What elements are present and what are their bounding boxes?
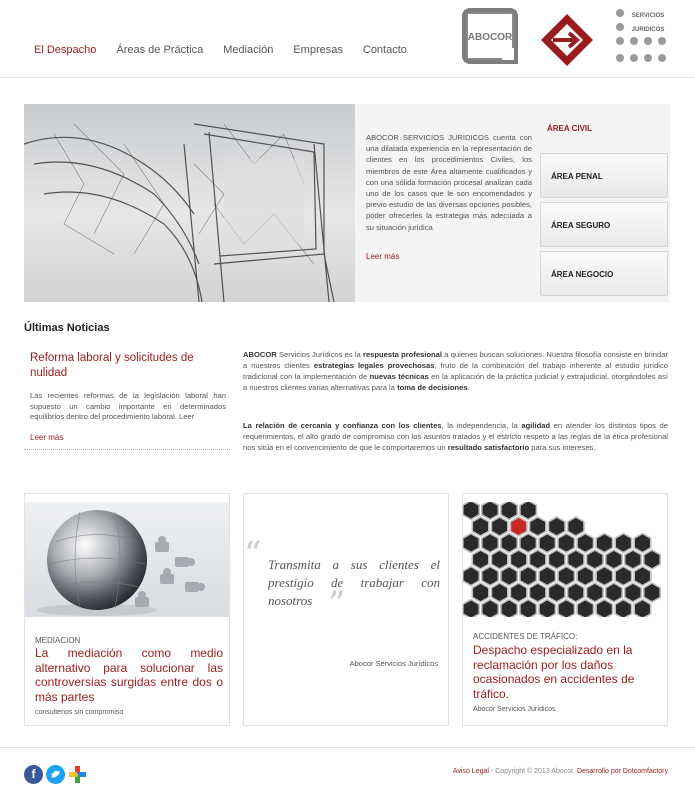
hexagon-shape bbox=[625, 583, 642, 602]
hexagon-shape bbox=[568, 550, 584, 569]
puzzle-globe-image bbox=[25, 502, 229, 617]
hexagon-shape bbox=[596, 534, 613, 553]
hexagon-shape bbox=[510, 517, 527, 536]
about-p2-seg: resultado satisfactorio bbox=[447, 443, 530, 452]
hexagon-shape bbox=[491, 583, 507, 602]
about-p2-seg: , la independencia, la bbox=[441, 421, 522, 430]
hexagon-shape bbox=[501, 502, 517, 520]
hexagon-shape bbox=[463, 502, 479, 520]
mediacion-kicker: MEDIACION bbox=[35, 636, 81, 645]
hexagon-shape bbox=[577, 600, 593, 618]
about-p1-seg: nuevas técnicas bbox=[369, 372, 429, 381]
hexagon-shape bbox=[549, 550, 566, 569]
hexagon-shape bbox=[530, 517, 546, 536]
hexagon-shape bbox=[644, 583, 660, 602]
about-p2-seg: en atender los distintos tipos de requerimientos, el alto grado de compromiso con los asuntos tratados y el estricto respeto a las reglas de la ética profesional nos sitúa en el convencimiento de que le comportaremos un bbox=[243, 421, 668, 452]
mediacion-card[interactable] bbox=[24, 493, 230, 726]
hexagon-shape bbox=[577, 534, 593, 553]
hexagon-shape bbox=[482, 502, 499, 520]
about-p1-seg: . bbox=[467, 383, 470, 392]
news-read-more-link[interactable]: Leer más bbox=[30, 433, 64, 442]
site-header bbox=[0, 0, 695, 78]
twitter-icon[interactable] bbox=[46, 765, 65, 784]
area-civil-tab[interactable]: ÁREA CIVIL bbox=[547, 124, 593, 133]
about-paragraph-2 bbox=[243, 420, 668, 453]
hexagon-shape bbox=[634, 567, 651, 586]
abocor-logo[interactable] bbox=[462, 8, 518, 64]
hexagon-shape bbox=[482, 567, 499, 586]
hexagon-shape bbox=[606, 583, 622, 602]
news-section-title: Últimas Noticias bbox=[24, 322, 110, 334]
nav-empresas[interactable]: Empresas bbox=[293, 44, 343, 56]
hexagon-shape bbox=[530, 550, 546, 569]
hexagon-shape bbox=[463, 600, 479, 618]
about-p1-seg: Servicios Jurídicos es la bbox=[276, 350, 363, 359]
main-nav bbox=[34, 44, 427, 56]
hexagon-shape bbox=[539, 600, 555, 618]
hexagon-shape bbox=[644, 550, 660, 569]
about-p1-seg: estrategias legales provechosas bbox=[313, 361, 435, 370]
about-p2-seg: para sus intereses. bbox=[529, 443, 596, 452]
share-plus-icon[interactable] bbox=[68, 765, 87, 784]
hexagon-shape bbox=[558, 534, 575, 553]
trafico-title[interactable]: Despacho especializado en la reclamación por los daños ocasionados en accidentes de tráfico. bbox=[473, 643, 635, 701]
about-p1-seg: en la aplicación de la práctica judicial y extrajudicial, otorgándoles así a nuestros clientes varias alternativas para la bbox=[243, 372, 668, 392]
about-p1-seg: toma de decisiones bbox=[397, 383, 468, 392]
hexagon-shape bbox=[463, 567, 479, 586]
nav-contacto[interactable]: Contacto bbox=[362, 44, 407, 56]
hexagon-shape bbox=[568, 517, 584, 536]
about-p1-seg: , fruto de la combinación del trabajo inherente al estudio jurídico tradicional con la implementación de bbox=[243, 361, 669, 381]
nav-mediacion[interactable]: Mediación bbox=[223, 44, 274, 56]
hexagon-shape bbox=[634, 534, 651, 553]
servicios-juridicos-logo bbox=[615, 8, 671, 66]
hexagon-shape bbox=[520, 600, 537, 618]
abocor-logo-text: ABOCOR bbox=[467, 32, 513, 43]
arrow-logo-icon bbox=[539, 12, 595, 68]
trafico-kicker: ACCIDENTES DE TRÁFICO: bbox=[473, 632, 578, 641]
about-paragraph-1 bbox=[243, 349, 668, 393]
mediacion-note: consultenos sin compromiso bbox=[35, 709, 124, 716]
news-divider bbox=[24, 449, 230, 450]
hexagon-shape bbox=[549, 517, 566, 536]
area-negocio-button[interactable]: ÁREA NEGOCIO bbox=[540, 251, 668, 296]
hexagon-shape bbox=[482, 600, 499, 618]
hexagon-shape bbox=[539, 567, 555, 586]
hexagon-shape bbox=[615, 600, 631, 618]
hexagon-shape bbox=[520, 567, 537, 586]
hexagon-shape bbox=[625, 550, 642, 569]
hexagon-shape bbox=[510, 583, 527, 602]
area-seguro-button[interactable]: ÁREA SEGURO bbox=[540, 202, 668, 247]
quote-close-icon: ” bbox=[328, 584, 346, 624]
about-p2-seg: La relación de cercanía y confianza con los clientes bbox=[243, 421, 442, 430]
hexagon-shape bbox=[472, 517, 489, 536]
hero-sculpture-image bbox=[24, 104, 355, 302]
quote-text: Transmita a sus clientes el prestigio de trabajar con nosotros bbox=[268, 557, 440, 608]
footer-text bbox=[453, 768, 668, 775]
quote-author: Abocor Servicios Jurídicos bbox=[349, 659, 438, 668]
hexagon-shape bbox=[510, 550, 527, 569]
about-p1-seg: respuesta profesional bbox=[362, 350, 443, 359]
hexagon-shape bbox=[539, 534, 555, 553]
hexagon-shape bbox=[596, 600, 613, 618]
hexagon-shape bbox=[520, 502, 537, 520]
news-body: Las recientes reformas de la legislación laboral han supuesto un cambio importante en determinados equilibrios dentro del procedimiento laboral. Leer bbox=[30, 391, 226, 422]
hexagon-shape bbox=[606, 550, 622, 569]
quote-card bbox=[243, 493, 449, 726]
hexagon-shape bbox=[587, 550, 604, 569]
developer-link[interactable]: Desarrollo por Dotcomfactory bbox=[576, 768, 668, 775]
nav-areas-de-practica[interactable]: Áreas de Práctica bbox=[116, 44, 204, 56]
hexagon-shape bbox=[587, 583, 604, 602]
trafico-card[interactable] bbox=[462, 493, 668, 726]
hexagon-shape bbox=[558, 567, 575, 586]
hexagon-shape bbox=[491, 550, 507, 569]
hexagon-shape bbox=[482, 534, 499, 553]
hexagon-shape bbox=[530, 583, 546, 602]
mediacion-title[interactable]: La mediación como medio alternativo para solucionar las controversias surgidas entre dos o más partes bbox=[35, 646, 223, 704]
hexagon-pattern-image bbox=[463, 502, 667, 617]
hexagon-shape bbox=[472, 550, 489, 569]
hero-read-more-link[interactable]: Leer más bbox=[366, 252, 400, 261]
hexagon-shape bbox=[501, 534, 517, 553]
nav-el-despacho[interactable]: El Despacho bbox=[34, 44, 97, 56]
hexagon-shape bbox=[472, 583, 489, 602]
hexagon-shape bbox=[615, 534, 631, 553]
trafico-note: Abocor Servicios Jurídicos bbox=[473, 706, 556, 713]
hexagon-shape bbox=[549, 583, 566, 602]
hexagon-shape bbox=[491, 517, 507, 536]
about-p1-seg: a quienes buscan soluciones. Nuestra filosofía consiste en brindar a nuestros clientes bbox=[243, 350, 669, 370]
hexagon-shape bbox=[463, 534, 479, 553]
hero-description: ABOCOR SERVICIOS JURIDICOS cuenta con una dilatada experiencia en la representación de clientes en los procedimientos Civiles, los miembros de este Área altamente cualificados y con una sólida formación procesal analizan cada uno de los casos que le son encomendados y previo estudio de las diversas opciones posibles, poder ofrecerles la estrategia más adecuada a su situación jurídica bbox=[366, 133, 532, 232]
hexagon-shape bbox=[596, 567, 613, 586]
aviso-legal-link[interactable]: Aviso Legal bbox=[452, 768, 489, 775]
hexagon-shape bbox=[501, 600, 517, 618]
hero-text-panel bbox=[355, 104, 533, 302]
news-headline-link[interactable]: Reforma laboral y solicitudes de nulidad bbox=[30, 352, 194, 379]
logo-juridicos-text: JURIDICOS bbox=[631, 27, 665, 33]
hexagon-shape bbox=[615, 567, 631, 586]
logo-servicios-text: SERVICIOS bbox=[631, 13, 665, 19]
hexagon-shape bbox=[520, 534, 537, 553]
area-penal-button[interactable]: ÁREA PENAL bbox=[540, 153, 668, 198]
copyright-text: - Copyright © 2013 Abocor. bbox=[488, 768, 577, 775]
hexagon-shape bbox=[634, 600, 651, 618]
quote-open-icon: “ bbox=[244, 534, 262, 574]
hexagon-shape bbox=[501, 567, 517, 586]
hexagon-shape bbox=[577, 567, 593, 586]
facebook-icon[interactable]: f bbox=[24, 765, 43, 784]
practice-areas-panel bbox=[533, 104, 670, 302]
site-footer bbox=[0, 747, 695, 801]
about-p1-seg: ABOCOR bbox=[243, 350, 277, 359]
hexagon-shape bbox=[558, 600, 575, 618]
about-p2-seg: agilidad bbox=[521, 421, 551, 430]
hexagon-shape bbox=[568, 583, 584, 602]
